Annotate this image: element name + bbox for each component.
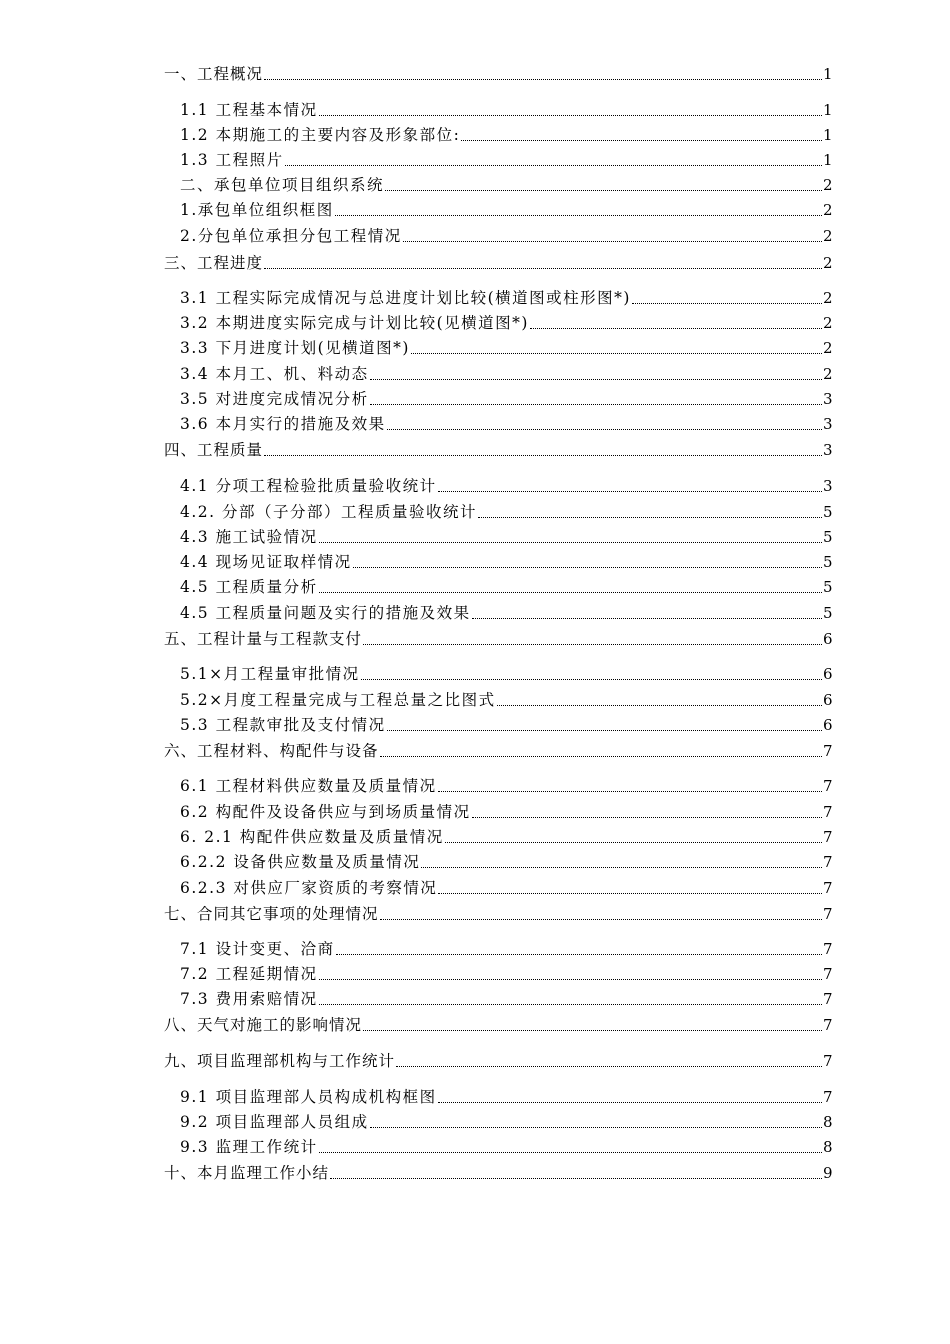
toc-dot-leader bbox=[361, 679, 822, 680]
toc-page-number: 2 bbox=[823, 289, 833, 307]
toc-page-number: 5 bbox=[823, 604, 833, 622]
toc-entry-title: 七、合同其它事项的处理情况 bbox=[164, 905, 379, 923]
toc-entry-title: 5.2×月度工程量完成与工程总量之比图式 bbox=[180, 691, 496, 709]
toc-entry[interactable] bbox=[180, 1110, 832, 1132]
toc-page-number: 3 bbox=[823, 441, 833, 459]
toc-entry-title: 3.2 本期进度实际完成与计划比较(见横道图*) bbox=[180, 314, 529, 332]
toc-entry[interactable] bbox=[164, 1049, 832, 1071]
toc-dot-leader bbox=[264, 455, 822, 456]
toc-dot-leader bbox=[370, 1127, 822, 1128]
toc-page-number: 2 bbox=[823, 365, 833, 383]
toc-entry-title: 4.1 分项工程检验批质量验收统计 bbox=[180, 477, 437, 495]
toc-page-number: 7 bbox=[823, 742, 833, 760]
toc-entry-title: 三、工程进度 bbox=[164, 254, 264, 272]
toc-page-number: 7 bbox=[823, 905, 833, 923]
toc-dot-leader bbox=[380, 756, 822, 757]
toc-entry-title: 4.2. 分部（子分部）工程质量验收统计 bbox=[180, 503, 478, 521]
toc-entry[interactable] bbox=[180, 173, 832, 195]
toc-entry[interactable] bbox=[164, 627, 832, 649]
toc-page-number: 5 bbox=[823, 528, 833, 546]
toc-entry[interactable] bbox=[180, 336, 832, 358]
toc-entry-title: 二、承包单位项目组织系统 bbox=[180, 176, 385, 194]
toc-entry[interactable] bbox=[180, 474, 832, 496]
toc-dot-leader bbox=[387, 730, 822, 731]
toc-dot-leader bbox=[461, 140, 822, 141]
toc-entry-title: 八、天气对施工的影响情况 bbox=[164, 1016, 363, 1034]
toc-entry[interactable] bbox=[180, 825, 832, 847]
toc-entry[interactable] bbox=[164, 902, 832, 924]
toc-entry[interactable] bbox=[180, 575, 832, 597]
toc-dot-leader bbox=[264, 268, 822, 269]
toc-dot-leader bbox=[396, 1066, 822, 1067]
toc-entry-title: 6.1 工程材料供应数量及质量情况 bbox=[180, 777, 437, 795]
toc-entry-title: 9.2 项目监理部人员组成 bbox=[180, 1113, 369, 1131]
toc-entry[interactable] bbox=[180, 525, 832, 547]
toc-entry[interactable] bbox=[180, 713, 832, 735]
toc-entry[interactable] bbox=[164, 739, 832, 761]
toc-dot-leader bbox=[264, 79, 822, 80]
toc-entry-title: 6.2.2 设备供应数量及质量情况 bbox=[180, 853, 421, 871]
toc-entry-title: 九、项目监理部机构与工作统计 bbox=[164, 1052, 396, 1070]
toc-dot-leader bbox=[438, 1102, 822, 1103]
toc-entry[interactable] bbox=[180, 123, 832, 145]
toc-page-number: 7 bbox=[823, 1052, 833, 1070]
toc-entry[interactable] bbox=[180, 412, 832, 434]
toc-entry-title: 4.4 现场见证取样情况 bbox=[180, 553, 352, 571]
toc-page-number: 8 bbox=[823, 1138, 833, 1156]
toc-page-number: 3 bbox=[823, 415, 833, 433]
toc-entry-title: 5.1×月工程量审批情况 bbox=[180, 665, 360, 683]
toc-page-number: 8 bbox=[823, 1113, 833, 1131]
toc-dot-leader bbox=[385, 190, 822, 191]
toc-entry[interactable] bbox=[180, 148, 832, 170]
toc-dot-leader bbox=[370, 404, 822, 405]
toc-dot-leader bbox=[403, 241, 822, 242]
toc-entry-title: 十、本月监理工作小结 bbox=[164, 1164, 330, 1182]
toc-entry-title: 4.3 施工试验情况 bbox=[180, 528, 318, 546]
toc-dot-leader bbox=[632, 303, 822, 304]
toc-page-number: 5 bbox=[823, 503, 833, 521]
toc-entry[interactable] bbox=[180, 937, 832, 959]
toc-page-number: 1 bbox=[823, 151, 833, 169]
toc-entry-title: 7.2 工程延期情况 bbox=[180, 965, 318, 983]
toc-entry-title: 3.6 本月实行的措施及效果 bbox=[180, 415, 386, 433]
toc-entry[interactable] bbox=[180, 550, 832, 572]
toc-entry[interactable] bbox=[180, 800, 832, 822]
toc-dot-leader bbox=[353, 567, 822, 568]
toc-entry-title: 4.5 工程质量分析 bbox=[180, 578, 318, 596]
toc-dot-leader bbox=[363, 1030, 822, 1031]
toc-entry-title: 3.5 对进度完成情况分析 bbox=[180, 390, 369, 408]
toc-page-number: 2 bbox=[823, 254, 833, 272]
toc-page-number: 2 bbox=[823, 201, 833, 219]
toc-entry[interactable] bbox=[180, 850, 832, 872]
toc-page-number: 2 bbox=[823, 227, 833, 245]
toc-dot-leader bbox=[319, 115, 822, 116]
toc-dot-leader bbox=[438, 491, 822, 492]
toc-entry-title: 6.2.3 对供应厂家资质的考察情况 bbox=[180, 879, 438, 897]
toc-dot-leader bbox=[472, 817, 822, 818]
toc-dot-leader bbox=[363, 644, 822, 645]
toc-entry-title: 五、工程计量与工程款支付 bbox=[164, 630, 363, 648]
toc-entry-title: 3.1 工程实际完成情况与总进度计划比较(横道图或柱形图*) bbox=[180, 289, 631, 307]
toc-entry-title: 2.分包单位承担分包工程情况 bbox=[180, 227, 402, 245]
toc-page-number: 9 bbox=[823, 1164, 833, 1182]
toc-dot-leader bbox=[319, 542, 822, 543]
toc-dot-leader bbox=[497, 705, 822, 706]
toc-entry[interactable] bbox=[180, 688, 832, 710]
toc-entry[interactable] bbox=[180, 198, 832, 220]
toc-page-number: 1 bbox=[823, 101, 833, 119]
toc-entry[interactable] bbox=[180, 987, 832, 1009]
toc-entry[interactable] bbox=[164, 438, 832, 460]
toc-entry[interactable] bbox=[164, 1161, 832, 1183]
toc-page-number: 6 bbox=[823, 630, 833, 648]
toc-dot-leader bbox=[387, 429, 822, 430]
toc-entry-title: 9.1 项目监理部人员构成机构框图 bbox=[180, 1088, 437, 1106]
toc-dot-leader bbox=[478, 517, 822, 518]
toc-dot-leader bbox=[445, 842, 822, 843]
toc-page-number: 7 bbox=[823, 940, 833, 958]
toc-page-number: 2 bbox=[823, 339, 833, 357]
toc-page-number: 3 bbox=[823, 477, 833, 495]
toc-page-number: 6 bbox=[823, 665, 833, 683]
toc-entry[interactable] bbox=[164, 62, 832, 84]
toc-entry[interactable] bbox=[180, 662, 832, 684]
toc-entry[interactable] bbox=[180, 876, 832, 898]
toc-entry-title: 一、工程概况 bbox=[164, 65, 264, 83]
toc-page-number: 7 bbox=[823, 1088, 833, 1106]
toc-entry[interactable] bbox=[164, 1013, 832, 1035]
toc-dot-leader bbox=[370, 379, 822, 380]
toc-dot-leader bbox=[285, 165, 822, 166]
toc-dot-leader bbox=[438, 791, 822, 792]
toc-page-number: 7 bbox=[823, 879, 833, 897]
toc-entry-title: 6. 2.1 构配件供应数量及质量情况 bbox=[180, 828, 444, 846]
toc-dot-leader bbox=[380, 919, 822, 920]
toc-page-number: 7 bbox=[823, 990, 833, 1008]
toc-page-number: 1 bbox=[823, 126, 833, 144]
toc-dot-leader bbox=[438, 893, 822, 894]
toc-dot-leader bbox=[472, 618, 822, 619]
toc-entry-title: 7.1 设计变更、洽商 bbox=[180, 940, 335, 958]
toc-dot-leader bbox=[330, 1178, 822, 1179]
toc-page-number: 6 bbox=[823, 716, 833, 734]
toc-dot-leader bbox=[530, 328, 822, 329]
toc-entry[interactable] bbox=[180, 224, 832, 246]
toc-dot-leader bbox=[319, 592, 822, 593]
toc-entry-title: 5.3 工程款审批及支付情况 bbox=[180, 716, 386, 734]
toc-entry[interactable] bbox=[180, 962, 832, 984]
toc-page-number: 1 bbox=[823, 65, 833, 83]
toc-entry-title: 1.承包单位组织框图 bbox=[180, 201, 334, 219]
toc-entry-title: 4.5 工程质量问题及实行的措施及效果 bbox=[180, 604, 471, 622]
toc-entry[interactable] bbox=[180, 774, 832, 796]
toc-entry-title: 3.3 下月进度计划(见横道图*) bbox=[180, 339, 410, 357]
toc-entry-title: 1.3 工程照片 bbox=[180, 151, 284, 169]
toc-page-number: 7 bbox=[823, 828, 833, 846]
toc-entry-title: 六、工程材料、构配件与设备 bbox=[164, 742, 379, 760]
toc-dot-leader bbox=[319, 1152, 822, 1153]
toc-dot-leader bbox=[319, 1004, 822, 1005]
toc-entry-title: 四、工程质量 bbox=[164, 441, 264, 459]
toc-entry[interactable] bbox=[180, 98, 832, 120]
toc-page-number: 3 bbox=[823, 390, 833, 408]
toc-dot-leader bbox=[319, 979, 822, 980]
toc-page-number: 5 bbox=[823, 578, 833, 596]
toc-dot-leader bbox=[336, 954, 822, 955]
toc-dot-leader bbox=[411, 353, 822, 354]
toc-page-number: 2 bbox=[823, 176, 833, 194]
toc-entry[interactable] bbox=[180, 311, 832, 333]
toc-entry-title: 3.4 本月工、机、料动态 bbox=[180, 365, 369, 383]
toc-page-number: 2 bbox=[823, 314, 833, 332]
toc-entry-title: 1.2 本期施工的主要内容及形象部位: bbox=[180, 126, 461, 144]
toc-page-number: 7 bbox=[823, 965, 833, 983]
toc-entry[interactable] bbox=[180, 362, 832, 384]
toc-entry[interactable] bbox=[180, 286, 832, 308]
toc-entry-title: 6.2 构配件及设备供应与到场质量情况 bbox=[180, 803, 471, 821]
toc-entry[interactable] bbox=[180, 387, 832, 409]
toc-entry[interactable] bbox=[180, 500, 832, 522]
toc-dot-leader bbox=[421, 867, 822, 868]
toc-page-number: 7 bbox=[823, 1016, 833, 1034]
toc-entry-title: 9.3 监理工作统计 bbox=[180, 1138, 318, 1156]
toc-entry[interactable] bbox=[180, 1085, 832, 1107]
toc-page-number: 5 bbox=[823, 553, 833, 571]
toc-entry[interactable] bbox=[180, 601, 832, 623]
toc-page-number: 7 bbox=[823, 777, 833, 795]
toc-dot-leader bbox=[335, 215, 822, 216]
toc-page-number: 7 bbox=[823, 853, 833, 871]
toc-entry[interactable] bbox=[164, 251, 832, 273]
toc-page-number: 7 bbox=[823, 803, 833, 821]
toc-entry-title: 7.3 费用索赔情况 bbox=[180, 990, 318, 1008]
toc-page-number: 6 bbox=[823, 691, 833, 709]
toc-entry[interactable] bbox=[180, 1135, 832, 1157]
toc-entry-title: 1.1 工程基本情况 bbox=[180, 101, 318, 119]
